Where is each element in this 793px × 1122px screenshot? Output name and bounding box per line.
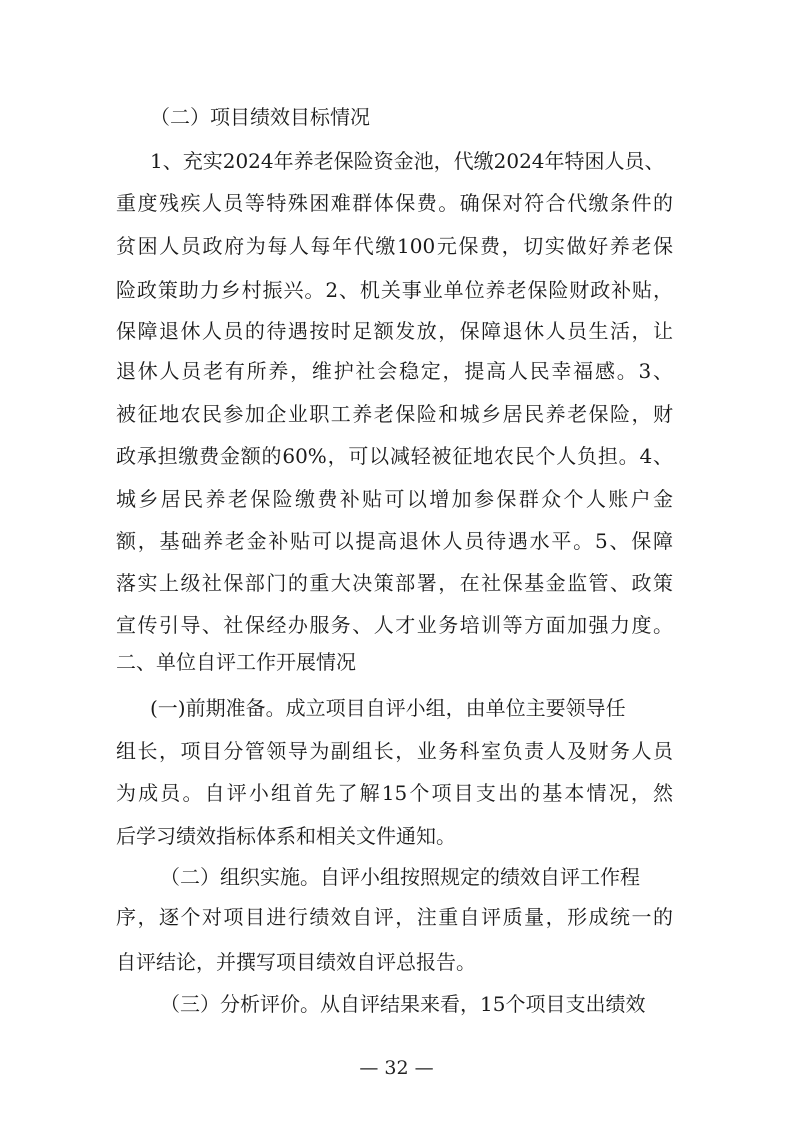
paragraph-line: 为成员。自评小组首先了解15个项目支出的基本情况，然 — [116, 781, 673, 805]
paragraph-line: (一)前期准备。成立项目自评小组，由单位主要领导任 — [150, 696, 626, 720]
paragraph-line: （二）组织实施。自评小组按照规定的绩效自评工作程 — [160, 865, 640, 889]
paragraph-line: 险政策助力乡村振兴。2、机关事业单位养老保险财政补贴， — [116, 278, 673, 302]
paragraph-line: 政承担缴费金额的60%，可以减轻被征地农民个人负担。4、 — [116, 444, 673, 468]
section-heading-self-evaluation: 二、单位自评工作开展情况 — [116, 650, 356, 674]
paragraph-line: 组长，项目分管领导为副组长，业务科室负责人及财务人员 — [116, 739, 673, 763]
paragraph-line: 重度残疾人员等特殊困难群体保费。确保对符合代缴条件的 — [116, 191, 673, 215]
paragraph-line: 落实上级社保部门的重大决策部署，在社保基金监管、政策 — [116, 571, 673, 595]
paragraph-line: 城乡居民养老保险缴费补贴可以增加参保群众个人账户金 — [116, 487, 673, 511]
paragraph-line: 退休人员老有所养，维护社会稳定，提高人民幸福感。3、 — [116, 359, 673, 383]
paragraph-line: 后学习绩效指标体系和相关文件通知。 — [116, 824, 456, 848]
paragraph-line: （三）分析评价。从自评结果来看，15个项目支出绩效 — [160, 992, 646, 1016]
paragraph-line: 被征地农民参加企业职工养老保险和城乡居民养老保险，财 — [116, 402, 673, 426]
paragraph-line: 1、充实2024年养老保险资金池，代缴2024年特困人员、 — [150, 149, 665, 173]
paragraph-line: 宣传引导、社保经办服务、人才业务培训等方面加强力度。 — [116, 613, 673, 637]
paragraph-line: 自评结论，并撰写项目绩效自评总报告。 — [116, 950, 476, 974]
page-number: — 32 — — [359, 1057, 434, 1079]
section-heading-performance-goals: （二）项目绩效目标情况 — [150, 105, 370, 129]
paragraph-line: 序，逐个对项目进行绩效自评，注重自评质量，形成统一的 — [116, 905, 673, 929]
paragraph-line: 贫困人员政府为每人每年代缴100元保费，切实做好养老保 — [116, 234, 673, 258]
paragraph-line: 保障退休人员的待遇按时足额发放，保障退休人员生活，让 — [116, 319, 673, 343]
paragraph-line: 额，基础养老金补贴可以提高退休人员待遇水平。5、保障 — [116, 529, 673, 553]
